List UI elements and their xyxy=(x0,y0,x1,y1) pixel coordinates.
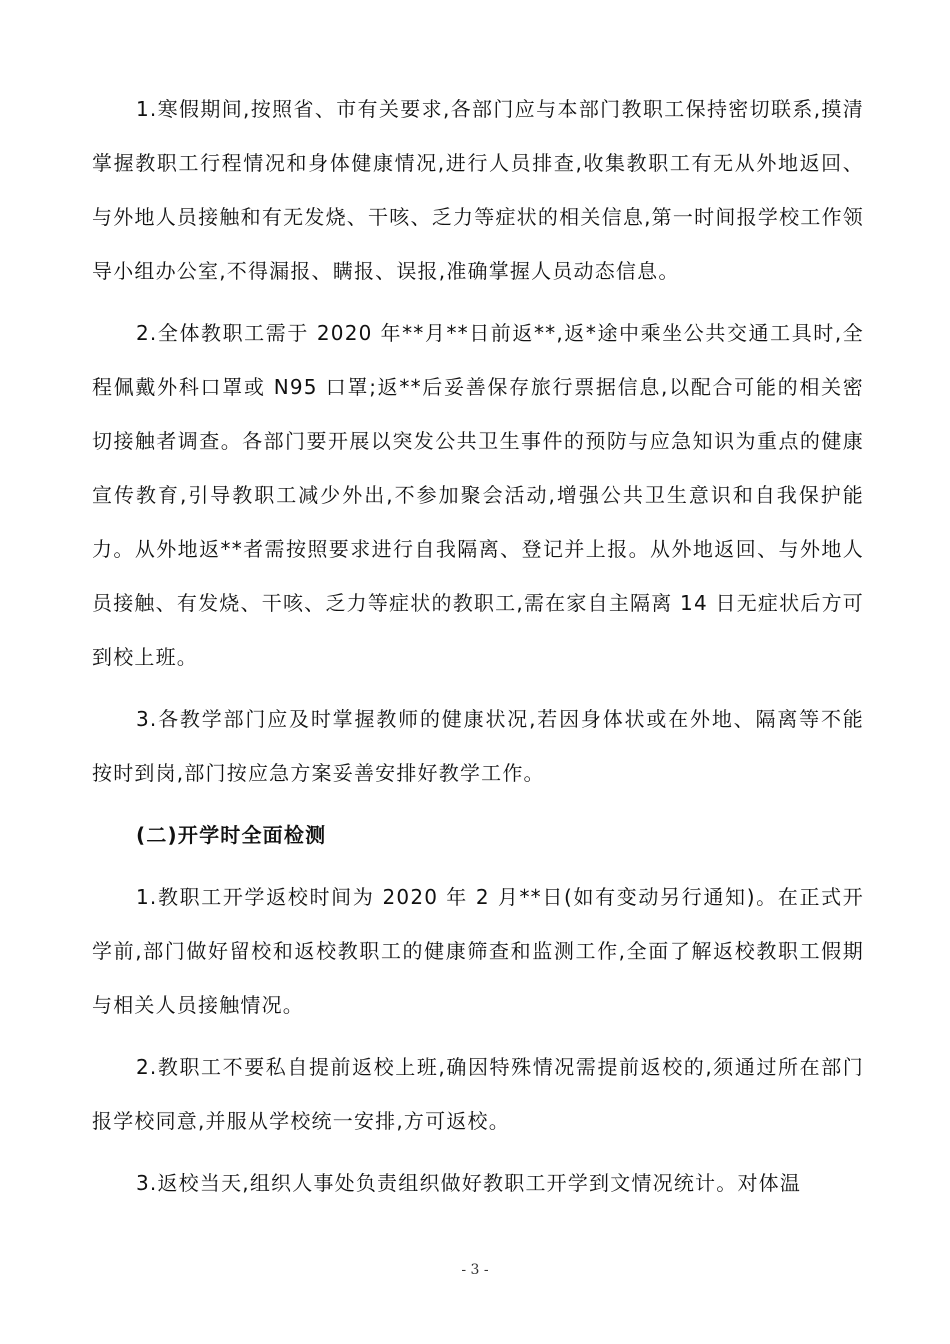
section-heading: (二)开学时全面检测 xyxy=(136,823,327,847)
document-body xyxy=(92,82,864,1218)
paragraph-2: 2.全体教职工需于 2020 年**月**日前返**,返*途中乘坐公共交通工具时,全程佩戴外科口罩或 N95 口罩;返**后妥善保存旅行票据信息,以配合可能的相关密切接触者调查。各部门要开展以突发公共卫生事件的预防与应急知识为重点的健康宣传教育,引导教职工减少外出,不参加聚会活动,增强公共卫生意识和自我保护能力。从外地返**者需按照要求进行自我隔离、登记并上报。从外地返回、与外地人员接触、有发烧、干咳、乏力等症状的教职工,需在家自主隔离 14 日无症状后方可到校上班。 xyxy=(92,321,864,669)
paragraph-3: 3.各教学部门应及时掌握教师的健康状况,若因身体状或在外地、隔离等不能按时到岗,部门按应急方案妥善安排好教学工作。 xyxy=(92,707,864,785)
paragraph-6: 3.返校当天,组织人事处负责组织做好教职工开学到文情况统计。对体温 xyxy=(136,1171,802,1195)
page-number: - 3 - xyxy=(461,1262,489,1278)
paragraph-5: 2.教职工不要私自提前返校上班,确因特殊情况需提前返校的,须通过所在部门报学校同意,并服从学校统一安排,方可返校。 xyxy=(92,1055,864,1133)
paragraph-4: 1.教职工开学返校时间为 2020 年 2 月**日(如有变动另行通知)。在正式开学前,部门做好留校和返校教职工的健康筛查和监测工作,全面了解返校教职工假期与相关人员接触情况。 xyxy=(92,885,864,1017)
paragraph-1: 1.寒假期间,按照省、市有关要求,各部门应与本部门教职工保持密切联系,摸清掌握教职工行程情况和身体健康情况,进行人员排查,收集教职工有无从外地返回、与外地人员接触和有无发烧、干咳、乏力等症状的相关信息,第一时间报学校工作领导小组办公室,不得漏报、瞒报、误报,准确掌握人员动态信息。 xyxy=(92,97,864,283)
